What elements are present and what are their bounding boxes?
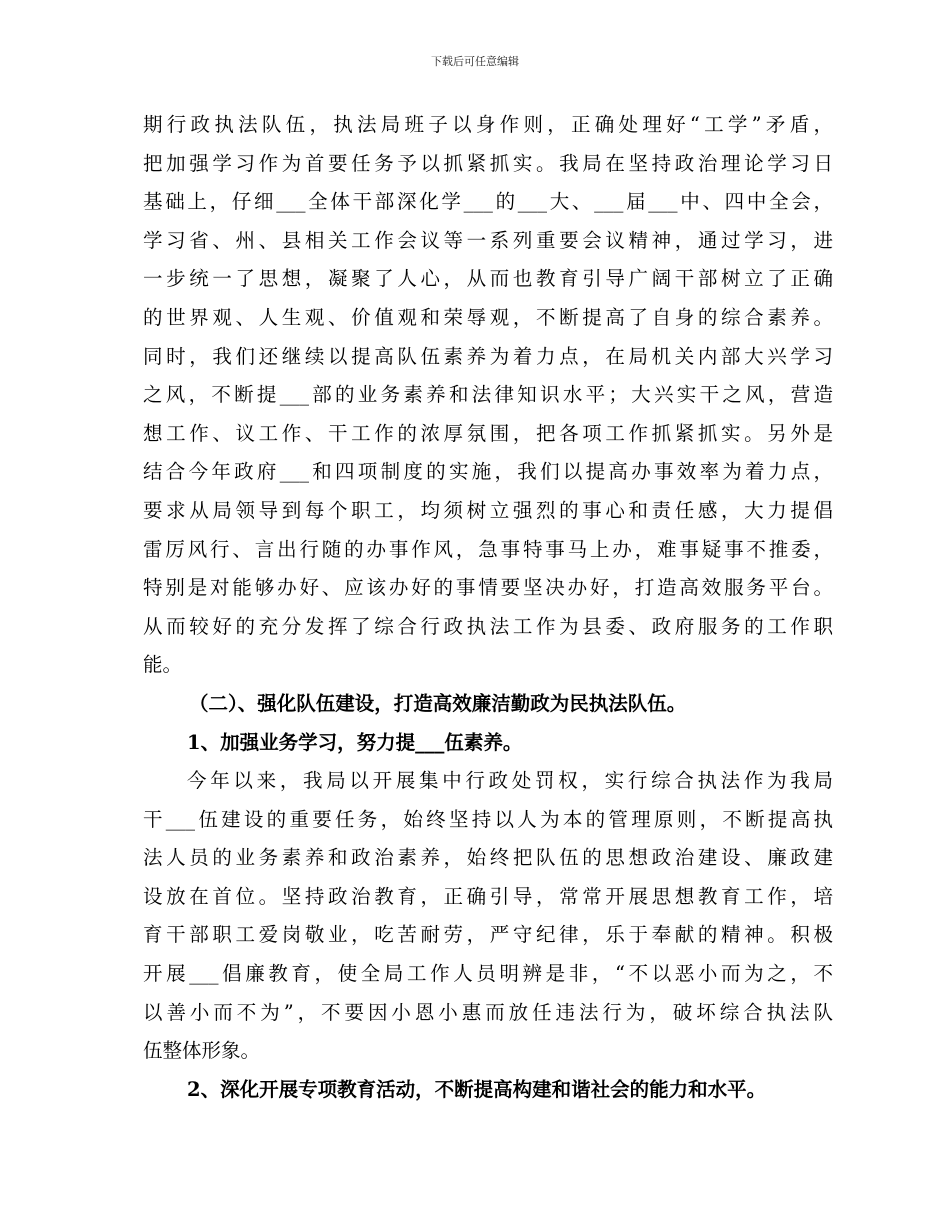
text-line: 基础上，仔细___全体干部深化学___的___大、___届___中、四中全会， bbox=[143, 190, 833, 214]
text-line: 从而较好的充分发挥了综合行政执法工作为县委、政府服务的工作职 bbox=[143, 614, 833, 638]
text-line: 雷厉风行、言出行随的办事作风，急事特事马上办，难事疑事不推委， bbox=[143, 537, 833, 561]
text-line: 期行政执法队伍，执法局班子以身作则，正确处理好“工学”矛盾， bbox=[143, 113, 833, 136]
page-header: 下载后可任意编辑 bbox=[431, 55, 519, 68]
text-line: 把加强学习作为首要任务予以抓紧抓实。我局在坚持政治理论学习日 bbox=[143, 151, 833, 175]
text-line: 伍整体形象。 bbox=[143, 1039, 261, 1063]
text-line: 的世界观、人生观、价值观和荣辱观，不断提高了自身的综合素养。 bbox=[143, 305, 833, 329]
paragraph-1 bbox=[143, 106, 833, 685]
text-line: 特别是对能够办好、应该办好的事情要坚决办好，打造高效服务平台。 bbox=[143, 576, 833, 600]
text-line: 学习省、州、县相关工作会议等一系列重要会议精神，通过学习，进 bbox=[143, 228, 833, 252]
text-line: 今年以来，我局以开展集中行政处罚权，实行综合执法作为我局 bbox=[187, 769, 833, 793]
text-line: 之风，不断提___部的业务素养和法律知识水平；大兴实干之风，营造 bbox=[143, 383, 833, 407]
text-line: 育干部职工爱岗敬业，吃苦耐劳，严守纪律，乐于奉献的精神。积极 bbox=[143, 923, 833, 947]
subsection-heading: 2、深化开展专项教育活动，不断提高构建和谐社会的能力和水平。 bbox=[187, 1077, 767, 1101]
text-line: 想工作、议工作、干工作的浓厚氛围，把各项工作抓紧抓实。另外是 bbox=[143, 421, 833, 445]
text-line: 一步统一了思想，凝聚了人心，从而也教育引导广阔干部树立了正确 bbox=[143, 267, 833, 291]
text-line: 法人员的业务素养和政治素养，始终把队伍的思想政治建设、廉政建 bbox=[143, 846, 833, 870]
text-line: 干___伍建设的重要任务，始终坚持以人为本的管理原则，不断提高执 bbox=[143, 807, 833, 831]
text-line: 以善小而不为”，不要因小恩小惠而放任违法行为，破坏综合执法队 bbox=[143, 1000, 833, 1024]
text-line: 开展___倡廉教育，使全局工作人员明辨是非，“不以恶小而为之，不 bbox=[143, 962, 833, 986]
text-line: 能。 bbox=[143, 653, 183, 677]
text-line: 要求从局领导到每个职工，均须树立强烈的事心和责任感，大力提倡 bbox=[143, 498, 833, 522]
document-body bbox=[143, 106, 833, 1109]
paragraph-2 bbox=[143, 762, 833, 1071]
subsection-heading: 1、加强业务学习，努力提___伍素养。 bbox=[187, 730, 523, 754]
section-heading: （二）、强化队伍建设，打造高效廉洁勤政为民执法队伍。 bbox=[189, 691, 687, 715]
text-line: 结合今年政府___和四项制度的实施，我们以提高办事效率为着力点， bbox=[143, 460, 833, 484]
text-line: 同时，我们还继续以提高队伍素养为着力点，在局机关内部大兴学习 bbox=[143, 344, 833, 368]
text-line: 设放在首位。坚持政治教育，正确引导，常常开展思想教育工作，培 bbox=[143, 884, 833, 908]
